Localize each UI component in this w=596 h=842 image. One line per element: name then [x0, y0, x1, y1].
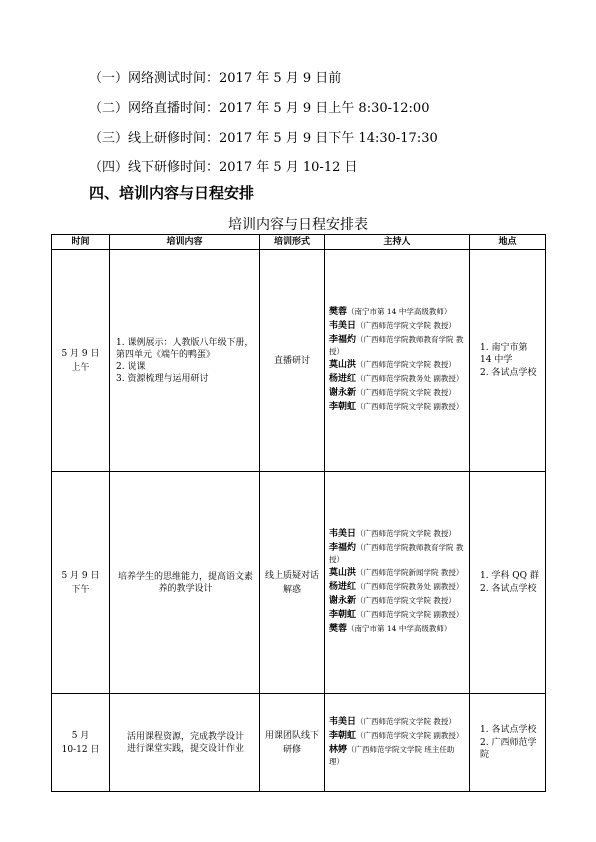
host-entry	[329, 609, 465, 621]
host-title: （广西师范学院文学院 班主任助理）	[329, 745, 455, 766]
cell-time	[52, 694, 110, 792]
cell-form: 用课团队线下研修	[260, 694, 325, 792]
cell-time	[52, 250, 110, 472]
host-entry	[329, 730, 465, 742]
host-title: （广西师范学院文学院 教授）	[356, 596, 456, 605]
host-name: 杨进红	[329, 582, 357, 592]
cell-hosts	[325, 694, 470, 792]
header-form: 培训形式	[260, 235, 325, 250]
host-entry	[329, 334, 465, 357]
host-name: 谢永新	[329, 388, 357, 398]
header-content: 培训内容	[110, 235, 260, 250]
time-text: 5 月	[71, 730, 90, 741]
host-title: （广西师范学院文学院 教授）	[356, 388, 456, 397]
host-name: 樊蓉	[329, 307, 348, 317]
host-entry	[329, 744, 465, 767]
time-text: 5 月 9 日	[61, 348, 100, 359]
time-text: 上午	[71, 362, 90, 373]
content-text: 2. 说课	[116, 361, 146, 372]
section-heading: 四、培训内容与日程安排	[89, 184, 255, 202]
content-text: 活用课程资源，完成教学设计	[126, 731, 244, 742]
cell-location	[470, 472, 546, 694]
location-text: 1. 学科 QQ 群	[480, 571, 539, 581]
host-entry	[329, 373, 465, 385]
host-name: 韦美日	[329, 529, 357, 539]
time-line-3: （三）线上研修时间：2017 年 5 月 9 日下午 14:30-17:30	[89, 131, 438, 146]
table-header-row	[52, 235, 546, 250]
host-title: （广西师范学院新闻学院 教授）	[356, 568, 464, 577]
content-text: 进行课堂实践，提交设计作业	[126, 743, 244, 754]
host-title: （南宁市第 14 中学高级教师）	[347, 624, 452, 633]
host-name: 莫山洪	[329, 360, 357, 370]
location-text: 2. 各试点学校	[480, 368, 537, 378]
host-name: 李朝虹	[329, 610, 357, 620]
host-entry	[329, 359, 465, 371]
cell-content	[110, 472, 260, 694]
host-title: （广西师范学院文学院 副教授）	[356, 610, 464, 619]
content-text: 3. 资源梳理与运用研讨	[116, 373, 209, 384]
host-name: 李朝虹	[329, 731, 357, 741]
location-text: 1. 南宁市第 14 中学	[480, 343, 528, 365]
host-entry	[329, 387, 465, 399]
host-entry	[329, 623, 465, 635]
host-entry	[329, 542, 465, 565]
time-line-4: （四）线下研修时间：2017 年 5 月 10-12 日	[89, 160, 358, 175]
host-entry	[329, 595, 465, 607]
host-title: （南宁市第 14 中学高级教师）	[347, 307, 452, 316]
cell-location	[470, 250, 546, 472]
header-location: 地点	[470, 235, 546, 250]
cell-content	[110, 694, 260, 792]
host-title: （广西师范学院教师教育学院 教授）	[329, 335, 464, 356]
host-title: （广西师范学院文学院 教授）	[356, 321, 456, 330]
host-title: （广西师范学院文学院 教授）	[356, 360, 456, 369]
host-name: 李福灼	[329, 335, 357, 345]
table-row	[52, 694, 546, 792]
table-row	[52, 250, 546, 472]
location-text: 2. 各试点学校	[480, 584, 537, 594]
host-name: 韦美日	[329, 717, 357, 727]
host-title: （广西师范学院教师教育学院 教授）	[329, 543, 464, 564]
header-host: 主持人	[325, 235, 470, 250]
schedule-table	[51, 234, 546, 792]
host-name: 李朝虹	[329, 402, 357, 412]
location-text: 2. 广西师范学院	[480, 738, 537, 760]
host-name: 谢永新	[329, 596, 357, 606]
host-title: （广西师范学院文学院 副教授）	[356, 402, 464, 411]
cell-content	[110, 250, 260, 472]
header-time: 时间	[52, 235, 110, 250]
cell-location	[470, 694, 546, 792]
content-text: 1. 课例展示：人教版八年级下册，第四单元《端午的鸭蛋》	[116, 337, 254, 360]
host-name: 杨进红	[329, 374, 357, 384]
host-name: 李福灼	[329, 543, 357, 553]
host-name: 韦美日	[329, 321, 357, 331]
host-entry	[329, 528, 465, 540]
host-title: （广西师范学院文学院 教授）	[356, 717, 456, 726]
host-title: （广西师范学院教务处 副教授）	[356, 582, 464, 591]
time-line-1: （一）网络测试时间：2017 年 5 月 9 日前	[89, 71, 342, 86]
time-text: 下午	[71, 584, 90, 595]
host-title: （广西师范学院文学院 教授）	[356, 529, 456, 538]
host-name: 莫山洪	[329, 568, 357, 578]
time-text: 5 月 9 日	[61, 570, 100, 581]
host-title: （广西师范学院文学院 副教授）	[356, 731, 464, 740]
cell-hosts	[325, 472, 470, 694]
host-name: 林婷	[329, 745, 348, 755]
cell-form: 线上质疑对话解惑	[260, 472, 325, 694]
time-line-2: （二）网络直播时间：2017 年 5 月 9 日上午 8:30-12:00	[89, 101, 430, 116]
table-caption: 培训内容与日程安排表	[228, 217, 368, 233]
host-entry	[329, 581, 465, 593]
location-text: 1. 各试点学校	[480, 725, 537, 735]
content-text: 培养学生的思维能力，提高语文素养的教学设计	[117, 571, 253, 594]
cell-time	[52, 472, 110, 694]
time-text: 10-12 日	[61, 744, 100, 755]
host-entry	[329, 567, 465, 579]
cell-hosts	[325, 250, 470, 472]
host-name: 樊蓉	[329, 624, 348, 634]
host-entry	[329, 320, 465, 332]
host-title: （广西师范学院教务处 副教授）	[356, 374, 464, 383]
host-entry	[329, 306, 465, 318]
table-row	[52, 472, 546, 694]
host-entry	[329, 401, 465, 413]
cell-form: 直播研讨	[260, 250, 325, 472]
host-entry	[329, 716, 465, 728]
